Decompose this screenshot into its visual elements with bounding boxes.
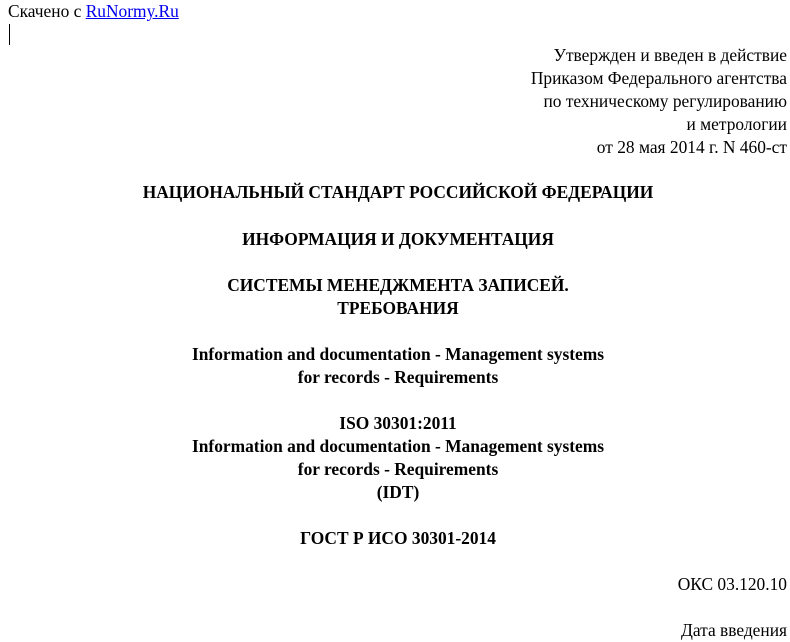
series-title: ИНФОРМАЦИЯ И ДОКУМЕНТАЦИЯ	[242, 229, 554, 249]
series-heading	[0, 228, 790, 251]
iso-number: ISO 30301:2011	[339, 413, 457, 433]
approval-line: Приказом Федерального агентства	[530, 68, 787, 88]
title-ru-line1: СИСТЕМЫ МЕНЕДЖМЕНТА ЗАПИСЕЙ.	[227, 275, 569, 295]
iso-title-line1: Information and documentation - Management systems	[191, 436, 605, 456]
title-en-line1: Information and documentation - Management systems	[191, 344, 605, 364]
source-prefix: Скачено с	[8, 1, 82, 21]
standard-designation: ГОСТ Р ИСО 30301-2014	[300, 528, 496, 548]
standard-type: НАЦИОНАЛЬНЫЙ СТАНДАРТ РОССИЙСКОЙ ФЕДЕРАЦИИ	[142, 182, 654, 202]
intro-date-label: Дата введения	[681, 620, 787, 640]
source-line	[8, 0, 179, 23]
text-cursor	[9, 24, 10, 45]
iso-title-line2: for records - Requirements	[297, 459, 499, 479]
runormy-link[interactable]: RuNormy.Ru	[85, 1, 179, 21]
approval-line: Утвержден и введен в действие	[553, 45, 787, 65]
title-ru-block	[0, 274, 790, 320]
standard-type-heading	[0, 181, 790, 204]
title-ru-line2: ТРЕБОВАНИЯ	[337, 298, 459, 318]
approval-block	[531, 44, 787, 159]
approval-line: по техническому регулированию	[543, 91, 787, 111]
approval-line: от 28 мая 2014 г. N 460-ст	[596, 137, 787, 157]
title-en-block	[0, 343, 790, 389]
iso-block	[0, 412, 790, 504]
designation-block	[0, 527, 790, 550]
title-en-line2: for records - Requirements	[297, 367, 499, 387]
iso-degree: (IDT)	[376, 482, 420, 502]
approval-line: и метрологии	[686, 114, 787, 134]
oks-code: ОКС 03.120.10	[677, 574, 787, 594]
